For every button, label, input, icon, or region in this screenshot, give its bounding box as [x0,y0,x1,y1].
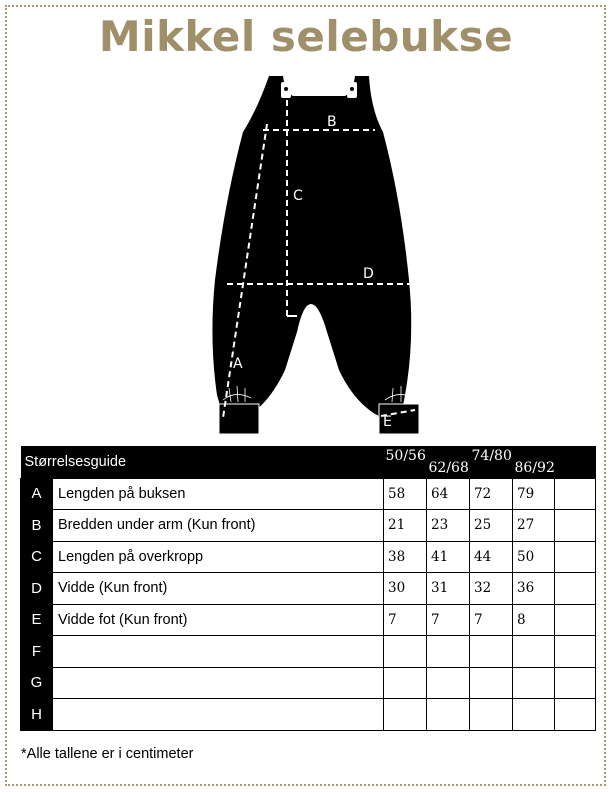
measurement-cell [513,636,555,668]
measurement-cell: 41 [427,541,470,573]
table-row [21,667,596,699]
size-guide-label: Størrelsesguide [21,446,384,478]
size-header: 62/68 [427,446,470,478]
size-header [555,446,596,478]
table-row [21,699,596,731]
measurement-cell [470,699,513,731]
row-letter: E [21,604,53,636]
footnote: *Alle tallene er i centimeter [21,746,194,762]
measurement-cell [470,636,513,668]
measurement-cell [555,478,596,510]
row-description: Bredden under arm (Kun front) [53,510,384,542]
size-header: 86/92 [513,446,555,478]
measurement-cell [384,667,427,699]
measurement-cell [555,510,596,542]
row-description [53,699,384,731]
row-letter: D [21,573,53,605]
left-cuff [219,404,259,434]
measurement-cell [384,636,427,668]
measurement-cell: 58 [384,478,427,510]
row-letter: A [21,478,53,510]
measurement-cell [555,541,596,573]
row-description [53,667,384,699]
measurement-cell: 72 [470,478,513,510]
row-description: Vidde (Kun front) [53,573,384,605]
row-description: Lengden på overkropp [53,541,384,573]
row-letter: H [21,699,53,731]
row-description [53,636,384,668]
row-letter: F [21,636,53,668]
size-header: 74/80 [470,446,513,478]
page-title: Mikkel selebukse [98,12,514,61]
row-description: Vidde fot (Kun front) [53,604,384,636]
measurement-cell: 50 [513,541,555,573]
measurement-cell [513,667,555,699]
measurement-cell [427,636,470,668]
table-row [21,478,596,510]
row-letter: B [21,510,53,542]
row-letter: C [21,541,53,573]
measurement-cell: 7 [384,604,427,636]
measurement-cell: 7 [427,604,470,636]
size-guide-table [20,446,596,731]
measurement-cell [555,699,596,731]
table-row [21,573,596,605]
table-row [21,510,596,542]
measurement-cell: 38 [384,541,427,573]
measurement-cell: 23 [427,510,470,542]
row-letter: G [21,667,53,699]
table-row [21,636,596,668]
measurement-cell [555,667,596,699]
measurement-cell [384,699,427,731]
overall-illustration [205,70,425,440]
measurement-cell: 8 [513,604,555,636]
measurement-cell: 32 [470,573,513,605]
measurement-cell: 31 [427,573,470,605]
measurement-cell [555,636,596,668]
size-header: 50/56 [384,446,427,478]
label-b: B [327,114,337,130]
table-header-row [21,446,596,478]
measurement-cell [555,573,596,605]
row-description: Lengden på buksen [53,478,384,510]
table-row [21,541,596,573]
label-c: C [293,188,303,204]
measurement-cell: 25 [470,510,513,542]
measurement-cell: 64 [427,478,470,510]
measurement-cell: 21 [384,510,427,542]
measurement-cell: 44 [470,541,513,573]
measurement-cell: 36 [513,573,555,605]
measurement-cell [555,604,596,636]
measurement-cell [513,699,555,731]
label-e: E [383,414,392,430]
measurement-cell [470,667,513,699]
measurement-cell: 7 [470,604,513,636]
measurement-cell [427,667,470,699]
measurement-cell: 79 [513,478,555,510]
measurement-cell: 30 [384,573,427,605]
table-row [21,604,596,636]
label-a: A [233,356,243,372]
measurement-cell: 27 [513,510,555,542]
measurement-cell [427,699,470,731]
label-d: D [363,266,374,282]
